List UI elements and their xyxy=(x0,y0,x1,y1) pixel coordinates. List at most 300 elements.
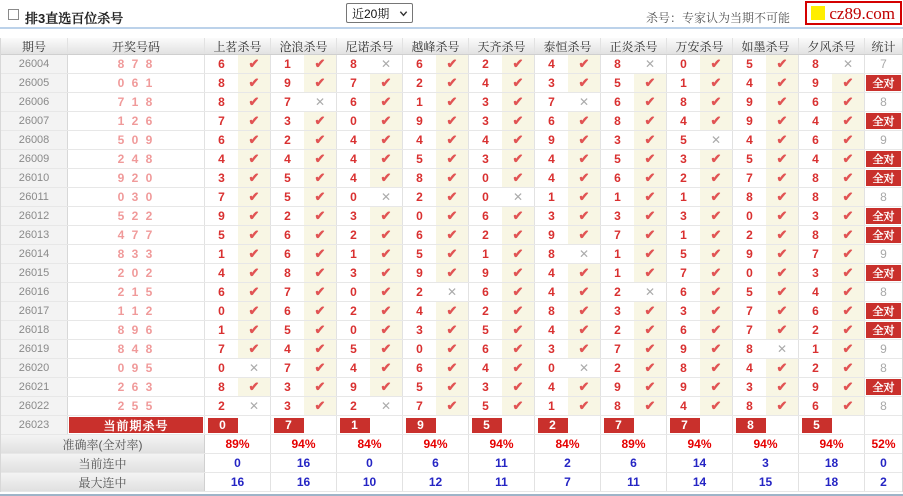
expert-kill-cell xyxy=(799,245,865,263)
expert-kill-cell xyxy=(601,207,667,225)
expert-kill-cell xyxy=(205,226,271,244)
check-icon: ✔ xyxy=(710,170,722,185)
summary-value: 6 xyxy=(403,454,469,472)
expert-kill-cell xyxy=(667,378,733,396)
kill-number: 3 xyxy=(548,209,555,223)
mark-cell-correct xyxy=(370,93,402,111)
mark-cell-correct xyxy=(304,207,336,225)
mark-cell-correct xyxy=(436,359,468,377)
check-icon: ✔ xyxy=(842,322,854,337)
expert-kill-cell xyxy=(337,378,403,396)
check-icon: ✔ xyxy=(776,303,788,318)
mark-cell-correct xyxy=(634,188,666,206)
table-row xyxy=(1,131,902,150)
check-icon: ✔ xyxy=(776,360,788,375)
check-icon: ✔ xyxy=(644,265,656,280)
expert-kill-cell xyxy=(469,207,535,225)
check-icon: ✔ xyxy=(776,208,788,223)
expert-kill-cell xyxy=(337,397,403,415)
mark-cell-correct xyxy=(370,131,402,149)
mark-cell-correct xyxy=(238,264,270,282)
mark-cell-correct xyxy=(634,302,666,320)
draw-numbers: 9 2 0 xyxy=(68,169,205,187)
check-icon: ✔ xyxy=(512,341,524,356)
kill-number-wrap xyxy=(733,416,766,434)
mark-cell-correct xyxy=(832,378,864,396)
kill-number: 4 xyxy=(482,76,489,90)
kill-number: 4 xyxy=(746,76,753,90)
mark-cell-correct xyxy=(238,226,270,244)
mark-cell-correct xyxy=(502,264,534,282)
expert-kill-cell xyxy=(799,150,865,168)
stat-cell xyxy=(865,416,902,434)
summary-value: 15 xyxy=(733,473,799,491)
mark-cell-wrong xyxy=(568,93,600,111)
kill-number: 8 xyxy=(218,95,225,109)
expert-kill-cell xyxy=(733,340,799,358)
kill-number: 2 xyxy=(482,57,489,71)
check-icon: ✔ xyxy=(446,227,458,242)
kill-number: 6 xyxy=(218,285,225,299)
mark-cell-correct xyxy=(568,169,600,187)
current-kill-badge: 5 xyxy=(802,418,832,433)
mark-cell-correct xyxy=(634,93,666,111)
expert-kill-cell xyxy=(601,416,667,434)
check-icon: ✔ xyxy=(842,398,854,413)
check-icon: ✔ xyxy=(446,189,458,204)
kill-number: 2 xyxy=(416,285,423,299)
title-checkbox[interactable] xyxy=(8,9,19,20)
mark-cell-correct xyxy=(568,264,600,282)
kill-number: 0 xyxy=(482,190,489,204)
expert-kill-cell xyxy=(733,93,799,111)
kill-number: 4 xyxy=(548,57,555,71)
expert-kill-cell xyxy=(337,416,403,434)
stat-cell xyxy=(865,169,902,187)
check-icon: ✔ xyxy=(446,303,458,318)
mark-cell-wrong xyxy=(568,245,600,263)
mark-cell-correct xyxy=(766,245,798,263)
site-logo[interactable] xyxy=(805,1,902,25)
check-icon: ✔ xyxy=(512,56,524,71)
mark-cell-correct xyxy=(238,207,270,225)
kill-number: 1 xyxy=(284,57,291,71)
column-header: 夕风杀号 xyxy=(799,38,865,54)
expert-kill-cell xyxy=(601,378,667,396)
kill-number: 3 xyxy=(812,209,819,223)
kill-number: 3 xyxy=(548,76,555,90)
expert-kill-cell xyxy=(271,131,337,149)
current-kill-badge: 8 xyxy=(736,418,766,433)
check-icon: ✔ xyxy=(578,227,590,242)
stat-value: 8 xyxy=(880,361,887,375)
mark-cell-correct xyxy=(238,340,270,358)
check-icon: ✔ xyxy=(776,227,788,242)
kill-number: 2 xyxy=(614,323,621,337)
mark-cell-correct xyxy=(568,131,600,149)
mark-cell-correct xyxy=(502,169,534,187)
summary-stat-value: 2 xyxy=(880,475,887,489)
kill-number: 9 xyxy=(746,114,753,128)
draw-numbers: 8 7 8 xyxy=(68,55,205,73)
current-kill-badge: 7 xyxy=(604,418,634,433)
mark-cell-correct xyxy=(832,302,864,320)
mark-cell-empty xyxy=(238,416,270,434)
recent-periods-value: 近20期 xyxy=(352,6,390,21)
draw-numbers: 2 5 5 xyxy=(68,397,205,415)
check-icon: ✔ xyxy=(512,227,524,242)
check-icon: ✔ xyxy=(446,113,458,128)
check-icon: ✔ xyxy=(248,246,260,261)
kill-number: 6 xyxy=(218,133,225,147)
kill-number: 3 xyxy=(746,380,753,394)
expert-kill-cell xyxy=(667,283,733,301)
kill-number: 3 xyxy=(284,399,291,413)
check-icon: ✔ xyxy=(710,265,722,280)
mark-cell-correct xyxy=(634,397,666,415)
check-icon: ✔ xyxy=(314,113,326,128)
expert-kill-cell xyxy=(403,321,469,339)
mark-cell-correct xyxy=(370,74,402,92)
draw-numbers: 2 0 2 xyxy=(68,264,205,282)
expert-kill-cell xyxy=(403,112,469,130)
expert-kill-cell xyxy=(205,169,271,187)
expert-kill-cell xyxy=(271,188,337,206)
mark-cell-correct xyxy=(370,112,402,130)
draw-numbers: 8 3 3 xyxy=(68,245,205,263)
period-cell: 26010 xyxy=(1,169,68,187)
top-bar xyxy=(0,0,903,29)
kill-number: 1 xyxy=(218,247,225,261)
all-correct-badge: 全对 xyxy=(866,303,901,319)
expert-kill-cell xyxy=(469,93,535,111)
mark-cell-correct xyxy=(568,74,600,92)
mark-cell-correct xyxy=(634,112,666,130)
expert-kill-cell xyxy=(799,112,865,130)
check-icon: ✔ xyxy=(512,284,524,299)
expert-kill-cell xyxy=(403,74,469,92)
expert-kill-cell xyxy=(667,359,733,377)
kill-number: 6 xyxy=(416,361,423,375)
kill-number: 3 xyxy=(350,209,357,223)
period-cell: 26015 xyxy=(1,264,68,282)
expert-kill-cell xyxy=(601,321,667,339)
mark-cell-correct xyxy=(568,340,600,358)
mark-cell-correct xyxy=(304,359,336,377)
check-icon: ✔ xyxy=(248,379,260,394)
kill-number: 4 xyxy=(350,133,357,147)
mark-cell-correct xyxy=(766,55,798,73)
kill-number: 4 xyxy=(416,304,423,318)
mark-cell-wrong xyxy=(238,397,270,415)
expert-kill-cell xyxy=(403,245,469,263)
table-header-row xyxy=(1,38,902,55)
expert-kill-cell xyxy=(667,397,733,415)
period-cell: 26019 xyxy=(1,340,68,358)
mark-cell-correct xyxy=(370,340,402,358)
mark-cell-correct xyxy=(832,188,864,206)
expert-kill-cell xyxy=(667,245,733,263)
check-icon: ✔ xyxy=(776,151,788,166)
mark-cell-correct xyxy=(238,188,270,206)
current-kill-label: 当前期杀号 xyxy=(69,417,203,433)
check-icon: ✔ xyxy=(314,132,326,147)
stat-value: 9 xyxy=(880,247,887,261)
expert-kill-cell xyxy=(601,188,667,206)
expert-kill-cell xyxy=(403,302,469,320)
expert-kill-cell xyxy=(601,55,667,73)
mark-cell-correct xyxy=(370,207,402,225)
kill-number: 5 xyxy=(614,152,621,166)
expert-kill-cell xyxy=(271,55,337,73)
check-icon: ✔ xyxy=(776,94,788,109)
kill-number: 6 xyxy=(614,95,621,109)
expert-kill-cell xyxy=(205,207,271,225)
all-correct-badge: 全对 xyxy=(866,322,901,338)
kill-number: 2 xyxy=(350,399,357,413)
summary-label: 最大连中 xyxy=(1,473,205,491)
kill-number: 6 xyxy=(680,323,687,337)
check-icon: ✔ xyxy=(776,379,788,394)
kill-number: 9 xyxy=(614,380,621,394)
kill-number: 3 xyxy=(284,114,291,128)
kill-number: 2 xyxy=(350,228,357,242)
kill-number: 4 xyxy=(548,152,555,166)
expert-kill-cell xyxy=(535,245,601,263)
kill-number: 8 xyxy=(614,114,621,128)
check-icon: ✔ xyxy=(578,151,590,166)
expert-kill-cell xyxy=(205,93,271,111)
all-correct-badge: 全对 xyxy=(866,265,901,281)
expert-kill-cell xyxy=(403,283,469,301)
check-icon: ✔ xyxy=(842,151,854,166)
check-icon: ✔ xyxy=(446,265,458,280)
check-icon: ✔ xyxy=(314,227,326,242)
mark-cell-correct xyxy=(370,169,402,187)
expert-kill-cell xyxy=(337,283,403,301)
mark-cell-correct xyxy=(502,131,534,149)
mark-cell-correct xyxy=(700,150,732,168)
kill-number: 1 xyxy=(614,266,621,280)
mark-cell-correct xyxy=(568,302,600,320)
summary-value: 94% xyxy=(667,435,733,453)
stat-cell xyxy=(865,131,902,149)
current-kill-label-cell xyxy=(68,416,205,434)
draw-numbers: 8 4 8 xyxy=(68,340,205,358)
column-header: 如墨杀号 xyxy=(733,38,799,54)
kill-number: 3 xyxy=(482,114,489,128)
expert-kill-cell xyxy=(667,131,733,149)
check-icon: ✔ xyxy=(842,360,854,375)
expert-kill-cell xyxy=(469,150,535,168)
mark-cell-correct xyxy=(304,283,336,301)
expert-kill-cell xyxy=(667,74,733,92)
mark-cell-wrong xyxy=(634,283,666,301)
kill-number: 4 xyxy=(350,361,357,375)
mark-cell-correct xyxy=(700,378,732,396)
check-icon: ✔ xyxy=(248,265,260,280)
expert-kill-cell xyxy=(535,340,601,358)
kill-number: 4 xyxy=(746,133,753,147)
expert-kill-cell xyxy=(535,169,601,187)
kill-number: 5 xyxy=(482,399,489,413)
check-icon: ✔ xyxy=(644,208,656,223)
mark-cell-empty xyxy=(502,416,534,434)
check-icon: ✔ xyxy=(248,113,260,128)
mark-cell-correct xyxy=(766,93,798,111)
kill-number: 4 xyxy=(284,152,291,166)
check-icon: ✔ xyxy=(842,265,854,280)
check-icon: ✔ xyxy=(710,189,722,204)
check-icon: ✔ xyxy=(446,379,458,394)
expert-kill-cell xyxy=(337,264,403,282)
check-icon: ✔ xyxy=(644,379,656,394)
expert-kill-cell xyxy=(271,340,337,358)
expert-kill-cell xyxy=(733,131,799,149)
x-icon: ✕ xyxy=(380,399,392,413)
mark-cell-correct xyxy=(634,321,666,339)
check-icon: ✔ xyxy=(446,341,458,356)
mark-cell-correct xyxy=(370,359,402,377)
mark-cell-correct xyxy=(634,245,666,263)
mark-cell-correct xyxy=(370,302,402,320)
mark-cell-correct xyxy=(700,55,732,73)
expert-kill-cell xyxy=(667,340,733,358)
mark-cell-correct xyxy=(304,74,336,92)
kill-number: 6 xyxy=(350,95,357,109)
expert-kill-cell xyxy=(535,93,601,111)
kill-number: 8 xyxy=(284,266,291,280)
kill-number: 6 xyxy=(614,171,621,185)
summary-row xyxy=(1,473,902,492)
mark-cell-correct xyxy=(370,245,402,263)
kill-number: 8 xyxy=(680,361,687,375)
check-icon: ✔ xyxy=(248,132,260,147)
check-icon: ✔ xyxy=(380,151,392,166)
mark-cell-correct xyxy=(766,207,798,225)
expert-kill-cell xyxy=(799,321,865,339)
check-icon: ✔ xyxy=(248,75,260,90)
kill-number: 7 xyxy=(614,228,621,242)
check-icon: ✔ xyxy=(248,151,260,166)
expert-kill-cell xyxy=(535,397,601,415)
check-icon: ✔ xyxy=(446,398,458,413)
kill-number: 8 xyxy=(218,380,225,394)
mark-cell-empty xyxy=(304,416,336,434)
mark-cell-correct xyxy=(766,188,798,206)
check-icon: ✔ xyxy=(776,189,788,204)
kill-number: 9 xyxy=(548,228,555,242)
kill-number: 5 xyxy=(416,380,423,394)
draw-numbers: 8 9 6 xyxy=(68,321,205,339)
kill-number: 3 xyxy=(284,380,291,394)
x-icon: ✕ xyxy=(380,57,392,71)
check-icon: ✔ xyxy=(380,132,392,147)
stat-cell xyxy=(865,207,902,225)
kill-number: 9 xyxy=(548,133,555,147)
expert-kill-cell xyxy=(799,416,865,434)
kill-number: 6 xyxy=(548,114,555,128)
kill-number: 4 xyxy=(350,152,357,166)
kill-number: 5 xyxy=(680,247,687,261)
mark-cell-correct xyxy=(766,264,798,282)
expert-kill-cell xyxy=(469,378,535,396)
mark-cell-correct xyxy=(304,302,336,320)
summary-value: 10 xyxy=(337,473,403,491)
check-icon: ✔ xyxy=(380,75,392,90)
recent-periods-select[interactable] xyxy=(346,3,413,23)
kill-number: 4 xyxy=(812,114,819,128)
check-icon: ✔ xyxy=(710,208,722,223)
expert-kill-cell xyxy=(733,188,799,206)
column-header: 统计 xyxy=(871,39,896,54)
expert-kill-cell xyxy=(469,340,535,358)
kill-number: 7 xyxy=(218,342,225,356)
column-header: 正炎杀号 xyxy=(601,38,667,54)
mark-cell-wrong xyxy=(238,359,270,377)
expert-kill-cell xyxy=(337,188,403,206)
kill-number: 5 xyxy=(746,285,753,299)
kill-number: 1 xyxy=(614,190,621,204)
expert-kill-cell xyxy=(205,397,271,415)
mark-cell-empty xyxy=(370,416,402,434)
table-row xyxy=(1,245,902,264)
expert-kill-cell xyxy=(403,131,469,149)
mark-cell-correct xyxy=(766,359,798,377)
period-cell: 26005 xyxy=(1,74,68,92)
kill-number: 4 xyxy=(416,133,423,147)
kill-number: 8 xyxy=(812,228,819,242)
kill-number: 4 xyxy=(548,171,555,185)
expert-kill-cell xyxy=(799,169,865,187)
kill-number: 0 xyxy=(548,361,555,375)
kill-number: 5 xyxy=(284,171,291,185)
kill-number: 3 xyxy=(548,342,555,356)
period-cell: 26022 xyxy=(1,397,68,415)
kill-number-wrap xyxy=(535,416,568,434)
kill-number: 3 xyxy=(482,152,489,166)
mark-cell-correct xyxy=(766,131,798,149)
check-icon: ✔ xyxy=(314,75,326,90)
expert-kill-cell xyxy=(601,74,667,92)
check-icon: ✔ xyxy=(248,208,260,223)
mark-cell-correct xyxy=(700,359,732,377)
stat-value: 9 xyxy=(880,133,887,147)
check-icon: ✔ xyxy=(842,246,854,261)
draw-numbers: 0 3 0 xyxy=(68,188,205,206)
expert-kill-cell xyxy=(337,245,403,263)
expert-kill-cell xyxy=(535,55,601,73)
mark-cell-correct xyxy=(436,340,468,358)
draw-numbers: 1 2 6 xyxy=(68,112,205,130)
check-icon: ✔ xyxy=(446,322,458,337)
mark-cell-correct xyxy=(304,226,336,244)
check-icon: ✔ xyxy=(644,189,656,204)
summary-value: 12 xyxy=(403,473,469,491)
kill-number: 3 xyxy=(416,323,423,337)
column-header: 越峰杀号 xyxy=(403,38,469,54)
check-icon: ✔ xyxy=(578,379,590,394)
mark-cell-correct xyxy=(634,340,666,358)
expert-kill-cell xyxy=(733,359,799,377)
kill-number: 7 xyxy=(746,323,753,337)
draw-numbers: 2 1 5 xyxy=(68,283,205,301)
expert-kill-cell xyxy=(469,112,535,130)
check-icon: ✔ xyxy=(644,360,656,375)
mark-cell-correct xyxy=(238,93,270,111)
expert-kill-cell xyxy=(403,93,469,111)
expert-kill-cell xyxy=(469,226,535,244)
